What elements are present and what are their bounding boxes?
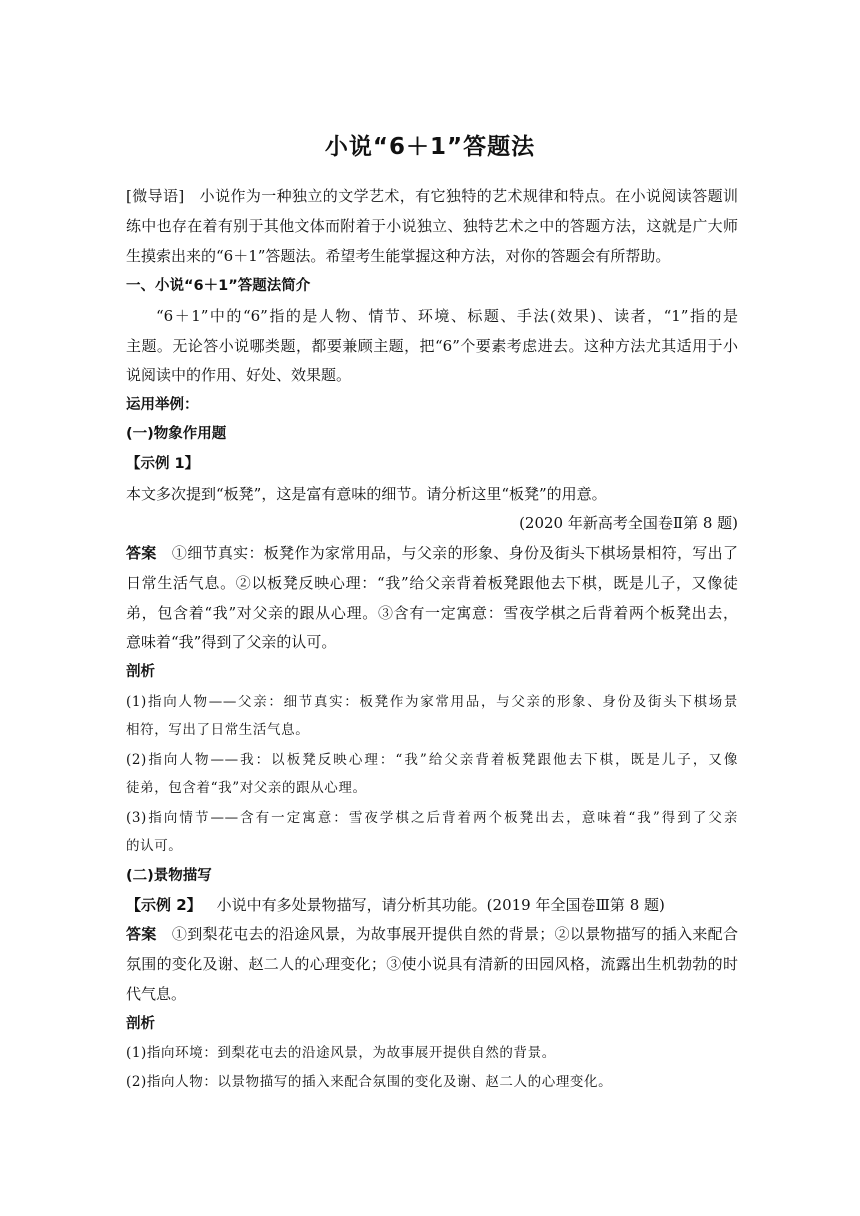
example1-answer-line-4: 意味着“我”得到了父亲的认可。 bbox=[126, 633, 337, 651]
example1-analysis-line-1: (1)指向人物——父亲：细节真实：板凳作为家常用品，与父亲的形象、身份及街头下棋场景 bbox=[126, 694, 738, 710]
page-title: 小说“6＋1”答题法 bbox=[324, 134, 536, 160]
example2-answer-line-2: 氛围的变化及谢、赵二人的心理变化；③使小说具有清新的田园风格，流露出生机勃勃的时 bbox=[126, 955, 738, 973]
answer-label: 答案 bbox=[126, 925, 157, 943]
section1-para-line-2: 主题。无论答小说哪类题，都要兼顾主题，把“6”个要素考虑进去。这种方法尤其适用于小 bbox=[126, 337, 738, 355]
intro-label: [微导语] bbox=[126, 187, 185, 205]
example1-answer-line-3: 弟，包含着“我”对父亲的跟从心理。③含有一定寓意：雪夜学棋之后背着两个板凳出去， bbox=[126, 604, 738, 622]
example1-analysis-line-5: (3)指向情节——含有一定寓意：雪夜学棋之后背着两个板凳出去，意味着“我”得到了父亲 bbox=[126, 810, 738, 826]
answer-label: 答案 bbox=[126, 544, 157, 562]
example1-analysis-line-2: 相符，写出了日常生活气息。 bbox=[126, 722, 310, 738]
example1-answer-line-2: 日常生活气息。②以板凳反映心理：“我”给父亲背着板凳跟他去下棋，既是儿子，又像徒 bbox=[126, 574, 738, 592]
example2-analysis-label: 剖析 bbox=[126, 1016, 155, 1032]
example1-analysis-line-6: 的认可。 bbox=[126, 838, 183, 854]
example1-analysis-line-4: 徒弟，包含着“我”对父亲的跟从心理。 bbox=[126, 780, 367, 796]
example1-source: (2020 年新高考全国卷Ⅱ第 8 题) bbox=[519, 514, 738, 532]
example1-analysis-line-3: (2)指向人物——我：以板凳反映心理：“我”给父亲背着板凳跟他去下棋，既是儿子，又像 bbox=[126, 752, 738, 768]
example2-question: 小说中有多处景物描写，请分析其功能。(2019 年全国卷Ⅲ第 8 题) bbox=[216, 896, 665, 914]
section1-para-line-3: 说阅读中的作用、好处、效果题。 bbox=[126, 366, 352, 384]
example2-answer-line-1: 答案 ①到梨花屯去的沿途风景，为故事展开提供自然的背景；②以景物描写的插入来配合 bbox=[126, 925, 738, 943]
example2-answer-line-3: 代气息。 bbox=[126, 985, 187, 1003]
usage-heading: 运用举例： bbox=[126, 397, 199, 413]
example1-question: 本文多次提到“板凳”，这是富有意味的细节。请分析这里“板凳”的用意。 bbox=[126, 485, 607, 503]
intro-line-1: [微导语] 小说作为一种独立的文学艺术，有它独特的艺术规律和特点。在小说阅读答题训 bbox=[126, 187, 738, 205]
section1-para-line-1: “6＋1”中的“6”指的是人物、情节、环境、标题、手法(效果)、读者，“1”指的是 bbox=[156, 307, 738, 325]
example1-label: 【示例 1】 bbox=[126, 456, 200, 472]
example2-label: 【示例 2】 bbox=[126, 896, 202, 914]
section1-heading: 一、小说“6＋1”答题法简介 bbox=[126, 278, 311, 294]
example2-analysis-line-2: (2)指向人物：以景物描写的插入来配合氛围的变化及谢、赵二人的心理变化。 bbox=[126, 1074, 613, 1090]
example1-analysis-label: 剖析 bbox=[126, 664, 155, 680]
part2-heading: (二)景物描写 bbox=[126, 868, 212, 884]
part1-heading: (一)物象作用题 bbox=[126, 426, 227, 442]
example1-answer-line-1: 答案 ①细节真实：板凳作为家常用品，与父亲的形象、身份及街头下棋场景相符，写出了 bbox=[126, 544, 738, 562]
example2-analysis-line-1: (1)指向环境：到梨花屯去的沿途风景，为故事展开提供自然的背景。 bbox=[126, 1045, 556, 1061]
example2-line bbox=[126, 891, 738, 919]
intro-line-3: 生摸索出来的“6＋1”答题法。希望考生能掌握这种方法，对你的答题会有所帮助。 bbox=[126, 247, 671, 265]
intro-line-2: 练中也存在着有别于其他文体而附着于小说独立、独特艺术之中的答题方法，这就是广大师 bbox=[126, 217, 738, 235]
